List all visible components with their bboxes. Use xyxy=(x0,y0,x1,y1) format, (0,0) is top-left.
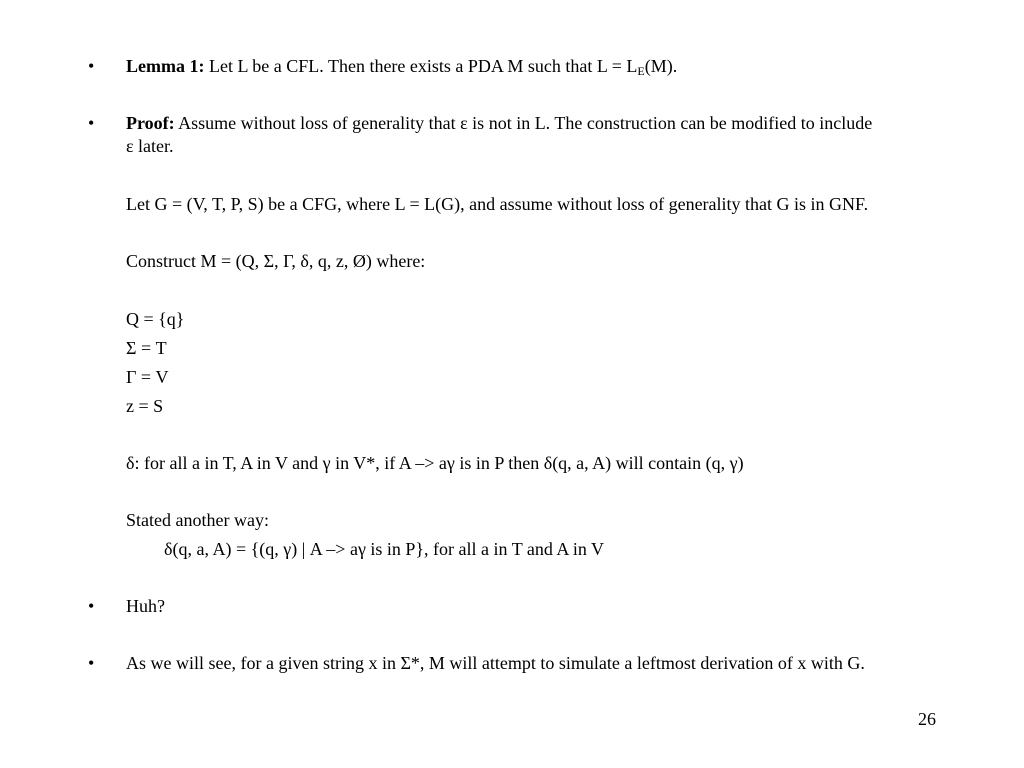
definition-z: z = S xyxy=(126,396,164,416)
definition-gamma: Γ = V xyxy=(126,367,169,387)
page-number: 26 xyxy=(918,709,936,729)
lemma-text-end: (M). xyxy=(644,56,678,76)
huh-line: Huh? xyxy=(126,596,165,616)
bullet-dot: • xyxy=(88,596,95,616)
bullet-dot: • xyxy=(88,56,95,76)
construct-line: Construct M = (Q, Σ, Γ, δ, q, z, Ø) where: xyxy=(126,251,426,271)
stated-another-way: Stated another way: xyxy=(126,510,269,530)
delta-definition: δ: for all a in T, A in V and γ in V*, if A –> aγ is in P then δ(q, a, A) will contain (q, γ) xyxy=(126,453,744,473)
bullet-dot: • xyxy=(88,113,95,133)
proof-label: Proof: xyxy=(126,113,175,133)
definition-q: Q = {q} xyxy=(126,309,185,329)
proof-text: Assume without loss of generality that ε is not in L. The construction can be modified to include xyxy=(174,113,873,133)
proof-line-2: ε later. xyxy=(126,136,174,156)
definition-sigma: Σ = T xyxy=(126,338,167,358)
lemma-text: Let L be a CFL. Then there exists a PDA M such that L = L xyxy=(204,56,638,76)
lemma-label: Lemma 1: xyxy=(126,56,205,76)
let-grammar-line: Let G = (V, T, P, S) be a CFG, where L = L(G), and assume without loss of generality that G is in GNF. xyxy=(126,194,869,214)
delta-set-definition: δ(q, a, A) = {(q, γ) | A –> aγ is in P}, for all a in T and A in V xyxy=(164,539,605,559)
lemma-statement xyxy=(126,55,677,77)
lemma-subscript: E xyxy=(637,64,645,78)
proof-line-1 xyxy=(126,112,872,134)
simulation-line: As we will see, for a given string x in Σ*, M will attempt to simulate a leftmost derivation of x with G. xyxy=(126,653,865,673)
bullet-dot: • xyxy=(88,653,95,673)
